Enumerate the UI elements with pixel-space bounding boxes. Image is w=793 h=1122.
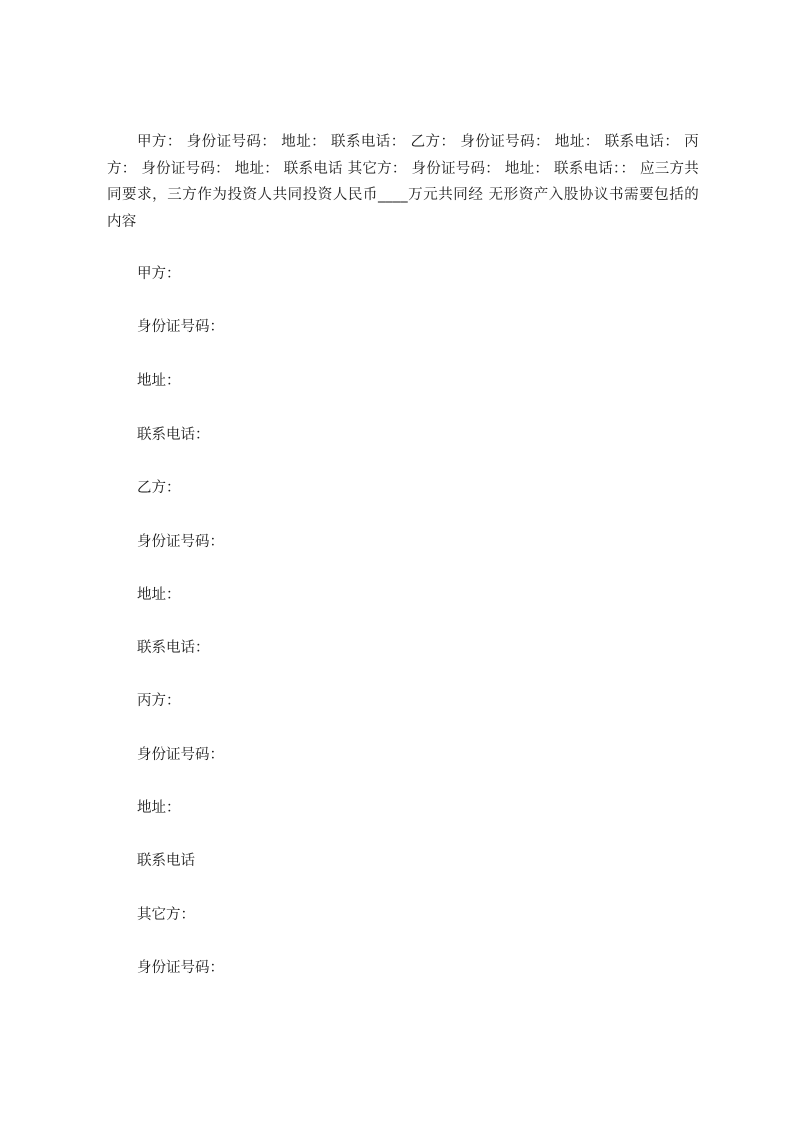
field-party-c-id: 身份证号码： <box>137 747 224 763</box>
field-party-a-address: 地址： <box>137 373 181 389</box>
field-party-c: 丙方： <box>137 693 181 709</box>
field-party-b-id: 身份证号码： <box>137 534 224 550</box>
field-party-b-address: 地址： <box>137 587 181 603</box>
field-party-a-phone: 联系电话： <box>137 427 210 443</box>
field-party-b: 乙方： <box>137 480 181 496</box>
field-party-c-address: 地址： <box>137 800 181 816</box>
field-other-party-id: 身份证号码： <box>137 960 224 976</box>
field-party-c-phone: 联系电话 <box>137 853 195 869</box>
intro-paragraph: 甲方： 身份证号码： 地址： 联系电话： 乙方： 身份证号码： 地址： 联系电话： 丙方： 身份证号码： 地址： 联系电话 其它方： 身份证号码： 地址： 联系电话：： 应三方共同要求，三方作为投资人共同投资人民币____万元共同经 无形资产入股协议书需要包括的内容 <box>107 134 699 230</box>
field-party-a: 甲方： <box>137 266 181 282</box>
field-party-b-phone: 联系电话： <box>137 640 210 656</box>
field-party-a-id: 身份证号码： <box>137 319 224 335</box>
field-other-party: 其它方： <box>137 907 195 923</box>
